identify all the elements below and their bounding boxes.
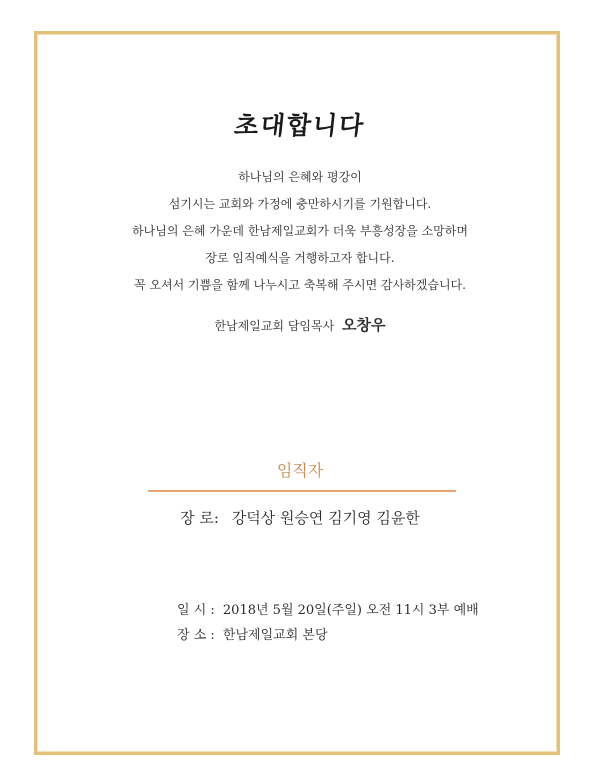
pastor-role: 담임목사 — [287, 319, 335, 333]
invitation-title: 초대합니다 — [232, 111, 367, 140]
church-name: 한남제일교회 — [214, 319, 285, 333]
greeting-message — [0, 164, 600, 299]
event-date — [177, 598, 479, 623]
greeting-line: 섬기시는 교회와 가정에 충만하시기를 기원합니다. — [168, 197, 432, 211]
place-value: 한남제일교회 본당 — [222, 628, 328, 643]
greeting-line: 하나님의 은혜와 평강이 — [238, 170, 362, 184]
pastor-signature — [0, 314, 600, 335]
place-label: 장 소 : — [177, 628, 215, 643]
elders-names: 강덕상 원승연 김기영 김윤한 — [231, 509, 420, 527]
elders-list — [0, 507, 600, 528]
event-details — [177, 598, 479, 648]
greeting-line: 장로 임직예식을 거행하고자 합니다. — [205, 251, 395, 265]
divider-line — [148, 490, 456, 492]
event-place — [177, 623, 479, 648]
pastor-name: 오창우 — [342, 316, 386, 334]
officers-heading: 임직자 — [276, 461, 324, 480]
greeting-line: 하나님의 은혜 가운데 한남제일교회가 더욱 부흥성장을 소망하며 — [132, 224, 468, 238]
greeting-line: 꼭 오셔서 기쁨을 함께 나누시고 축복해 주시면 감사하겠습니다. — [134, 278, 466, 292]
date-value: 2018년 5월 20일(주일) 오전 11시 3부 예배 — [222, 603, 479, 618]
date-label: 일 시 : — [177, 603, 215, 618]
elders-label: 장 로: — [180, 509, 219, 527]
